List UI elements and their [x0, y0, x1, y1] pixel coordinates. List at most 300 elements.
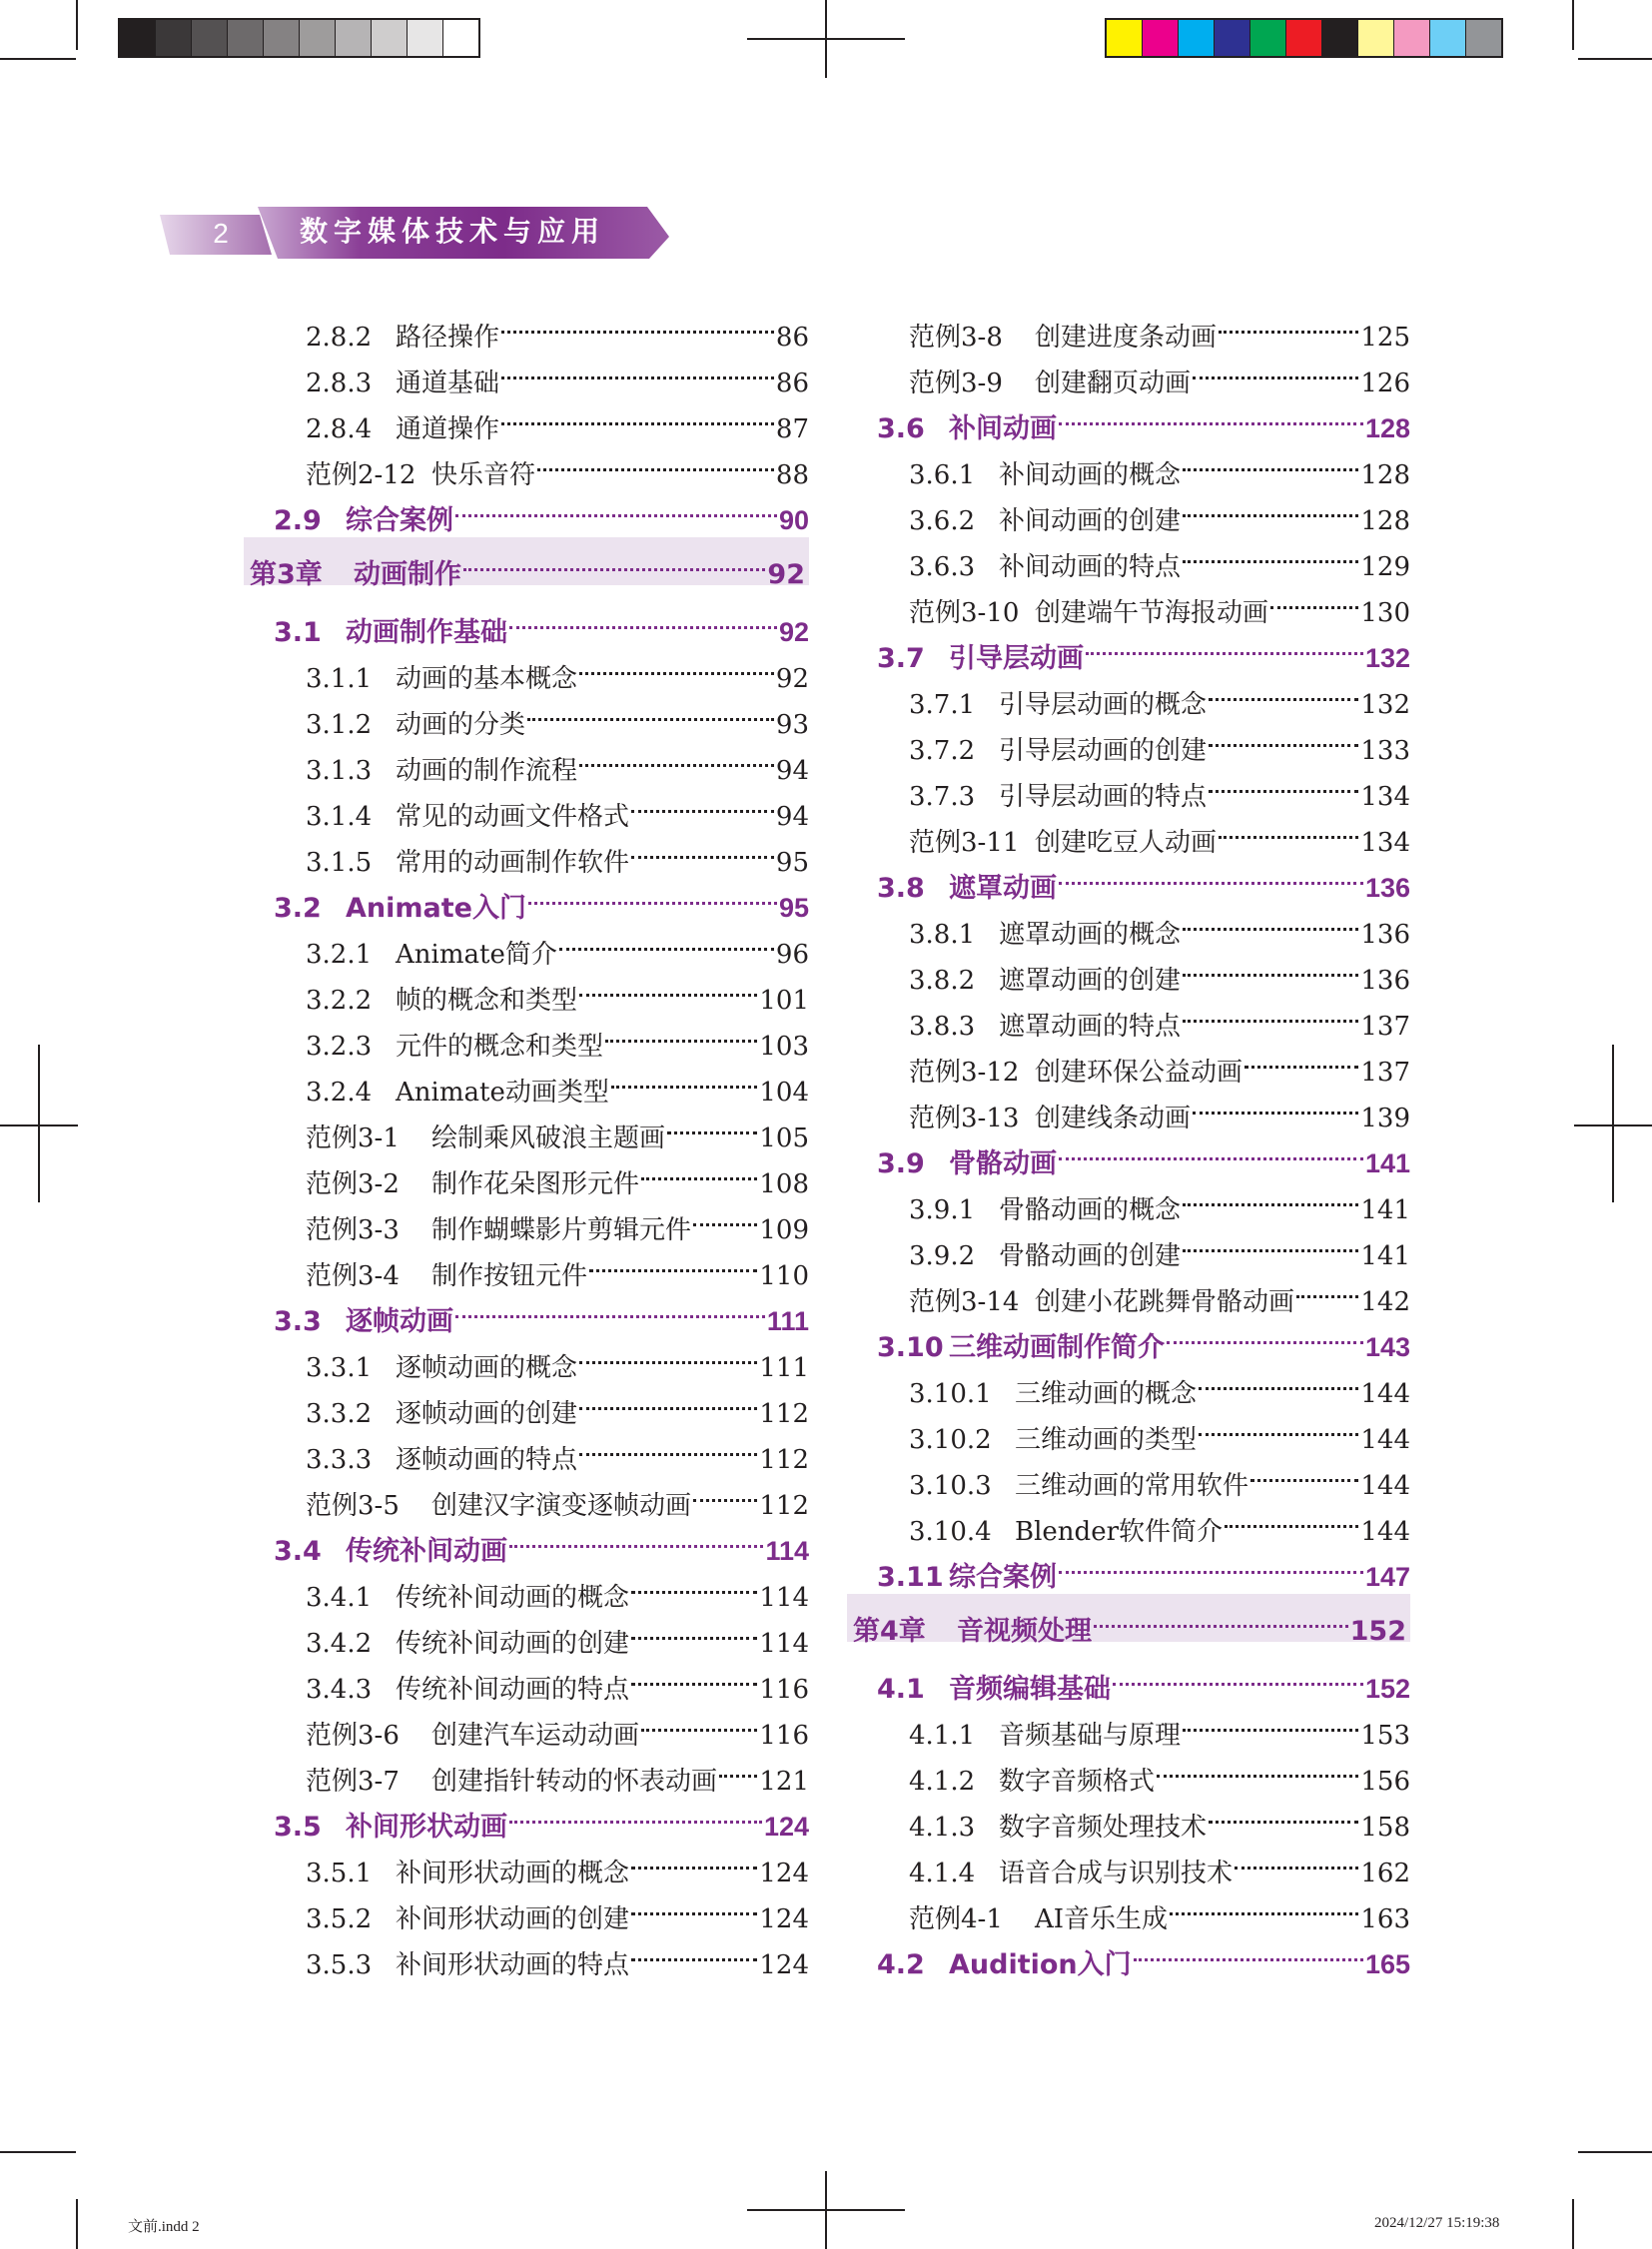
toc-entry-page: 144: [1360, 1425, 1410, 1455]
toc-entry-number: 第4章: [853, 1616, 926, 1647]
toc-entry-title: 创建吃豆人动画: [1035, 828, 1218, 858]
color-swatch: [1430, 20, 1466, 56]
color-swatch: [1286, 20, 1322, 56]
dot-leader: [1193, 1081, 1358, 1126]
color-swatch: [336, 20, 372, 56]
toc-entry-page: 132: [1364, 643, 1410, 673]
dot-leader: [589, 1238, 757, 1284]
toc-entry-page: 87: [775, 414, 809, 444]
dot-leader: [1183, 943, 1358, 989]
toc-entry-number: 3.3: [274, 1306, 322, 1337]
color-swatch: [1322, 20, 1358, 56]
toc-entry-number: 3.5.1: [306, 1859, 373, 1888]
dot-leader: [1183, 483, 1358, 529]
toc-entry-number: 3.3.2: [306, 1399, 373, 1429]
dot-leader: [509, 595, 777, 641]
toc-entry-title: Animate简介: [396, 940, 557, 970]
toc-entry-number: 3.11: [877, 1562, 944, 1593]
color-swatch: [1107, 20, 1143, 56]
toc-entry-title: 引导层动画的创建: [999, 736, 1208, 766]
dot-leader: [1059, 1540, 1363, 1586]
toc-entry-title: AI音乐生成: [1035, 1904, 1169, 1934]
toc-entry-page: 101: [759, 986, 809, 1016]
toc-entry-number: 范例3-1: [306, 1124, 400, 1153]
dot-leader: [631, 1881, 757, 1927]
dot-leader: [631, 1927, 757, 1973]
toc-entry-chapter[interactable]: [244, 537, 809, 590]
toc-entry-label: [847, 1555, 1057, 1601]
toc-entry-title: 传统补间动画的概念: [396, 1583, 630, 1613]
dot-leader: [1270, 575, 1358, 621]
toc-entry-number: 3.10.3: [909, 1471, 992, 1501]
toc-entry-page: 112: [759, 1445, 809, 1475]
toc-entry-title: 创建翻页动画: [1035, 369, 1192, 398]
toc-entry-page: 124: [759, 1859, 809, 1888]
toc-entry-label: [244, 315, 499, 361]
toc-entry-label: [847, 728, 1207, 774]
toc-entry-number: 3.5: [274, 1812, 322, 1843]
toc-entry-title: 逐帧动画的创建: [396, 1399, 578, 1429]
toc-entry-page: 86: [775, 323, 809, 353]
toc-entry-title: 三维动画的常用软件: [1015, 1471, 1249, 1501]
toc-entry-page: 95: [778, 893, 809, 923]
toc-entry-title: 传统补间动画: [346, 1536, 507, 1567]
toc-entry-page: 133: [1360, 736, 1410, 766]
toc-entry-page: 114: [759, 1629, 809, 1659]
toc-entry-page: 110: [759, 1261, 809, 1291]
toc-entry-page: 136: [1360, 966, 1410, 996]
toc-entry-title: 遮罩动画的创建: [999, 966, 1182, 996]
color-swatch: [1143, 20, 1179, 56]
toc-entry-title: Animate动画类型: [396, 1078, 609, 1108]
toc-entry-page: 126: [1360, 369, 1410, 398]
toc-entry-number: 3.1.1: [306, 664, 373, 694]
toc-entry-label: [847, 544, 1181, 590]
crop-mark: [0, 58, 76, 60]
color-swatch: [120, 20, 156, 56]
toc-entry-page: 92: [775, 664, 809, 694]
dot-leader: [719, 1744, 757, 1790]
dot-leader: [1086, 621, 1363, 667]
toc-entry-label: [244, 1713, 639, 1759]
dot-leader: [631, 1652, 757, 1698]
toc-entry-number: 2.9: [274, 505, 322, 536]
dot-leader: [1094, 1594, 1348, 1640]
toc-entry-number: 3.1.3: [306, 756, 373, 786]
toc-entry-number: 范例3-10: [909, 598, 1020, 628]
toc-entry-label: [847, 1417, 1197, 1463]
toc-entry-number: 3.10: [877, 1332, 944, 1363]
dot-leader: [693, 1192, 757, 1238]
crop-mark: [0, 2151, 76, 2153]
toc-entry-label: [847, 1896, 1168, 1942]
toc-entry-label: [244, 1851, 629, 1896]
dot-leader: [1113, 1652, 1363, 1698]
toc-entry-page: 103: [759, 1032, 809, 1062]
toc-entry-label: [847, 958, 1181, 1004]
toc-left-column: [244, 300, 809, 1980]
toc-entry-page: 94: [775, 756, 809, 786]
toc-entry-label: [244, 1621, 629, 1667]
toc-entry-title: 快乐音符: [431, 460, 536, 490]
toc-entry-title: 动画的分类: [396, 710, 526, 740]
dot-leader: [667, 1101, 757, 1146]
toc-entry-number: 3.5.3: [306, 1950, 373, 1980]
toc-entry-label: [244, 1116, 665, 1161]
toc-entry-page: 93: [775, 710, 809, 740]
toc-entry-title: 三维动画的概念: [1015, 1379, 1198, 1409]
toc-entry-label: [244, 1024, 603, 1070]
slug-filename: 文前.indd 2: [128, 2219, 200, 2235]
color-swatch: [228, 20, 264, 56]
toc-entry-number: 3.4.3: [306, 1675, 373, 1705]
dot-leader: [1193, 346, 1358, 391]
toc-entry-label: [244, 1437, 577, 1483]
toc-entry-title: 补间形状动画的概念: [396, 1859, 630, 1888]
toc-entry-number: 3.2.4: [306, 1078, 373, 1108]
toc-entry-title: 制作花朵图形元件: [431, 1169, 640, 1199]
crop-mark: [1578, 58, 1652, 60]
toc-entry-number: 3.6: [877, 413, 925, 444]
toc-entry-example[interactable]: [847, 300, 1410, 353]
toc-entry-title: 逐帧动画: [346, 1306, 453, 1337]
toc-entry-label: [847, 1004, 1181, 1050]
toc-entry-number: 3.6.2: [909, 506, 976, 536]
toc-entry-title: 常见的动画文件格式: [396, 802, 630, 832]
toc-entry-page: 90: [778, 505, 809, 535]
dot-leader: [1134, 1927, 1363, 1973]
dot-leader: [1296, 1264, 1358, 1310]
dot-leader: [509, 1790, 762, 1836]
toc-entry-title: 创建线条动画: [1035, 1104, 1192, 1133]
toc-entry-label: [244, 610, 507, 656]
toc-entry-number: 范例3-3: [306, 1215, 400, 1245]
toc-entry-title: 创建小花跳舞骨骼动画: [1035, 1287, 1295, 1317]
toc-entry-number: 范例3-9: [909, 369, 1003, 398]
dot-leader: [579, 1330, 757, 1376]
toc-entry-number: 3.8: [877, 873, 925, 904]
toc-entry-title: 帧的概念和类型: [396, 986, 578, 1016]
toc-entry-number: 3.3.1: [306, 1353, 373, 1383]
toc-entry-page: 111: [766, 1306, 809, 1336]
dot-leader: [631, 1606, 757, 1652]
toc-entry-label: [847, 1713, 1181, 1759]
toc-entry-title: 动画制作基础: [346, 617, 507, 648]
toc-entry-section[interactable]: [244, 595, 809, 648]
toc-entry-number: 范例3-12: [909, 1058, 1020, 1088]
crop-mark: [76, 2199, 78, 2249]
toc-entry-page: 130: [1360, 598, 1410, 628]
color-swatch: [1466, 20, 1501, 56]
toc-entry-page: 88: [775, 460, 809, 490]
toc-entry-label: [847, 636, 1084, 682]
toc-entry-number: 3.9.1: [909, 1195, 976, 1225]
toc-entry-page: 141: [1364, 1148, 1410, 1178]
crop-mark: [1578, 2151, 1652, 2153]
dot-leader: [537, 437, 774, 483]
toc-entry-number: 3.9.2: [909, 1241, 976, 1271]
toc-right-column: [847, 300, 1410, 1980]
dot-leader: [579, 1422, 757, 1468]
toc-entry-number: 范例3-14: [909, 1287, 1020, 1317]
toc-entry-title: 制作按钮元件: [431, 1261, 588, 1291]
dot-leader: [611, 1055, 758, 1101]
toc-entry-label: [244, 406, 499, 452]
toc-entry-page: 124: [763, 1812, 809, 1842]
toc-entry-number: 3.7.1: [909, 690, 976, 720]
toc-entry-page: 125: [1360, 323, 1410, 353]
toc-entry-label: [244, 498, 453, 544]
book-title: 数字媒体技术与应用: [300, 215, 606, 248]
toc-entry-title: 元件的概念和类型: [396, 1032, 604, 1062]
toc-entry-number: 2.8.3: [306, 369, 373, 398]
toc-entry-number: 3.2.3: [306, 1032, 373, 1062]
toc-entry-page: 128: [1360, 506, 1410, 536]
color-swatch: [443, 20, 478, 56]
page-number: 2: [213, 218, 229, 249]
crop-mark: [1572, 0, 1574, 50]
toc-entry-label: [244, 1391, 577, 1437]
toc-entry-label: [847, 1141, 1057, 1187]
toc-entry-label: [244, 1345, 577, 1391]
toc-entry-page: 141: [1360, 1195, 1410, 1225]
toc-entry-title: 补间形状动画的特点: [396, 1950, 630, 1980]
dot-leader: [693, 1468, 757, 1514]
toc-entry-title: 创建端午节海报动画: [1035, 598, 1269, 628]
toc-entry-label: [847, 1942, 1132, 1988]
toc-entry-label: [244, 886, 526, 932]
toc-entry-number: 4.1.1: [909, 1721, 976, 1751]
toc-entry-title: 创建指针转动的怀表动画: [431, 1767, 718, 1797]
toc-entry-number: 3.8.2: [909, 966, 976, 996]
dot-leader: [631, 1836, 757, 1881]
dot-leader: [1219, 805, 1358, 851]
toc-entry-page: 153: [1360, 1721, 1410, 1751]
toc-entry-number: 2.8.4: [306, 414, 373, 444]
toc-entry-page: 139: [1360, 1104, 1410, 1133]
crop-mark: [1572, 2199, 1574, 2249]
toc-entry-title: 音频基础与原理: [999, 1721, 1182, 1751]
dot-leader: [1183, 1172, 1358, 1218]
toc-entry-number: 范例3-4: [306, 1261, 400, 1291]
toc-entry-label: [847, 1805, 1207, 1851]
toc-entry-title: 引导层动画: [949, 643, 1084, 674]
toc-entry-number: 范例3-5: [306, 1491, 400, 1521]
color-swatch: [1394, 20, 1430, 56]
toc-entry-page: 111: [759, 1353, 809, 1383]
toc-entry-title: 逐帧动画的概念: [396, 1353, 578, 1383]
toc-entry-title: 三维动画制作简介: [949, 1332, 1165, 1363]
toc-entry-title: 动画的制作流程: [396, 756, 578, 786]
toc-entry-page: 137: [1360, 1012, 1410, 1042]
toc-entry-label: [853, 1608, 1092, 1656]
dot-leader: [527, 687, 774, 733]
toc-entry-label: [847, 1233, 1181, 1279]
toc-entry-number: 4.1.2: [909, 1767, 976, 1797]
toc-entry-label: [847, 452, 1181, 498]
dot-leader: [579, 963, 757, 1009]
toc-entry-label: [847, 315, 1217, 361]
toc-entry-page: 142: [1360, 1287, 1410, 1317]
toc-entry-page: 152: [1364, 1674, 1410, 1704]
dot-leader: [1183, 897, 1358, 943]
toc-entry-number: 3.8.1: [909, 920, 976, 950]
toc-entry-section[interactable]: [847, 1652, 1410, 1705]
toc-entry-number: 3.8.3: [909, 1012, 976, 1042]
toc-entry-page: 141: [1360, 1241, 1410, 1271]
toc-entry-title: 动画的基本概念: [396, 664, 578, 694]
toc-entry-page: 105: [759, 1124, 809, 1153]
toc-entry-subsection[interactable]: [244, 300, 809, 353]
toc-entry-label: [244, 1667, 629, 1713]
toc-entry-title: 制作蝴蝶影片剪辑元件: [431, 1215, 692, 1245]
color-swatch: [1250, 20, 1286, 56]
toc-entry-title: 综合案例: [346, 505, 453, 536]
toc-entry-label: [244, 1161, 639, 1207]
dot-leader: [1209, 1790, 1358, 1836]
toc-entry-label: [847, 1325, 1165, 1371]
dot-leader: [1250, 1448, 1358, 1494]
toc-entry-label: [847, 1667, 1111, 1713]
toc-entry-number: 范例3-2: [306, 1169, 400, 1199]
toc-entry-page: 144: [1360, 1517, 1410, 1547]
toc-entry-page: 136: [1364, 873, 1410, 903]
registration-mark: [1574, 1124, 1652, 1126]
toc-entry-title: 遮罩动画: [949, 873, 1057, 904]
dot-leader: [1209, 759, 1358, 805]
toc-entry-page: 156: [1360, 1767, 1410, 1797]
dot-leader: [1225, 1494, 1358, 1540]
dot-leader: [1170, 1881, 1358, 1927]
toc-entry-title: 创建汽车运动动画: [431, 1721, 640, 1751]
dot-leader: [579, 1376, 757, 1422]
toc-entry-label: [847, 1050, 1242, 1096]
toc-entry-page: 144: [1360, 1379, 1410, 1409]
toc-entry-number: 4.1: [877, 1674, 925, 1705]
toc-entry-number: 3.5.2: [306, 1904, 373, 1934]
toc-entry-page: 144: [1360, 1471, 1410, 1501]
dot-leader: [1183, 1698, 1358, 1744]
registration-mark: [38, 1045, 40, 1202]
toc-entry-page: 92: [778, 617, 809, 647]
toc-entry-number: 第3章: [250, 559, 323, 590]
toc-entry-label: [244, 978, 577, 1024]
dot-leader: [1199, 1402, 1358, 1448]
toc-entry-label: [244, 1529, 507, 1575]
registration-mark: [1612, 1045, 1614, 1202]
toc-entry-title: 补间动画的特点: [999, 552, 1182, 582]
toc-entry-title: 补间动画的概念: [999, 460, 1182, 490]
toc-entry-page: 132: [1360, 690, 1410, 720]
dot-leader: [631, 779, 774, 825]
toc-entry-label: [250, 551, 461, 599]
toc-entry-label: [244, 1896, 629, 1942]
toc-entry-number: 3.6.3: [909, 552, 976, 582]
slug-timestamp: 2024/12/27 15:19:38: [1374, 2215, 1500, 2231]
toc-entry-number: 范例3-8: [909, 323, 1003, 353]
toc-entry-title: 创建进度条动画: [1035, 323, 1218, 353]
toc-entry-page: 121: [759, 1767, 809, 1797]
toc-entry-title: 创建环保公益动画: [1035, 1058, 1243, 1088]
color-swatch: [1215, 20, 1250, 56]
dot-leader: [1183, 989, 1358, 1035]
toc-entry-page: 165: [1364, 1949, 1410, 1979]
registration-mark: [747, 2209, 905, 2211]
toc-entry-label: [244, 1299, 453, 1345]
toc-entry-label: [847, 682, 1207, 728]
toc-entry-label: [847, 1463, 1248, 1509]
toc-entry-title: 通道操作: [396, 414, 500, 444]
toc-entry-title: 音视频处理: [957, 1616, 1092, 1647]
toc-entry-title: 逐帧动画的特点: [396, 1445, 578, 1475]
toc-entry-number: 范例3-11: [909, 828, 1020, 858]
dot-leader: [1059, 391, 1363, 437]
toc-entry-label: [244, 1805, 507, 1851]
toc-entry-number: 3.10.2: [909, 1425, 992, 1455]
toc-entry-title: 路径操作: [396, 323, 500, 353]
dot-leader: [579, 733, 774, 779]
toc-entry-page: 158: [1360, 1813, 1410, 1843]
toc-entry-title: 引导层动画的特点: [999, 782, 1208, 812]
toc-entry-number: 3.2.1: [306, 940, 373, 970]
color-swatch: [1179, 20, 1215, 56]
toc-entry-number: 3.10.1: [909, 1379, 992, 1409]
toc-entry-number: 范例3-13: [909, 1104, 1020, 1133]
color-swatch: [192, 20, 228, 56]
toc-entry-number: 4.1.3: [909, 1813, 976, 1843]
toc-entry-number: 3.4.1: [306, 1583, 373, 1613]
toc-entry-number: 3.7: [877, 643, 925, 674]
dot-leader: [528, 871, 777, 917]
toc-entry-number: 3.9: [877, 1148, 925, 1179]
toc-entry-page: 147: [1364, 1562, 1410, 1592]
dot-leader: [1209, 713, 1358, 759]
toc-entry-label: [847, 498, 1181, 544]
toc-entry-title: Audition入门: [949, 1949, 1132, 1980]
toc-entry-label: [244, 1070, 609, 1116]
dot-leader: [1199, 1356, 1358, 1402]
toc-entry-label: [847, 1371, 1197, 1417]
dot-leader: [1059, 1126, 1363, 1172]
toc-entry-number: 3.1.2: [306, 710, 373, 740]
toc-entry-label: [244, 794, 629, 840]
toc-entry-number: 3.2: [274, 893, 322, 924]
color-swatch: [1358, 20, 1394, 56]
toc-entry-label: [847, 406, 1057, 452]
toc-entry-page: 114: [759, 1583, 809, 1613]
toc-entry-page: 129: [1360, 552, 1410, 582]
color-swatch: [300, 20, 336, 56]
toc-entry-title: 三维动画的类型: [1015, 1425, 1198, 1455]
toc-entry-chapter[interactable]: [847, 1594, 1410, 1647]
toc-entry-title: 骨骼动画的创建: [999, 1241, 1182, 1271]
toc-entry-page: 152: [1349, 1616, 1406, 1647]
color-swatch: [156, 20, 192, 56]
toc-entry-title: 骨骼动画的概念: [999, 1195, 1182, 1225]
toc-entry-page: 128: [1360, 460, 1410, 490]
toc-entry-title: 骨骼动画: [949, 1148, 1057, 1179]
toc-entry-title: 传统补间动画的特点: [396, 1675, 630, 1705]
toc-entry-title: 数字音频处理技术: [999, 1813, 1208, 1843]
toc-entry-page: 162: [1360, 1859, 1410, 1888]
dot-leader: [1059, 851, 1363, 897]
toc-entry-title: 补间动画的创建: [999, 506, 1182, 536]
toc-entry-number: 范例2-12: [306, 460, 416, 490]
dot-leader: [455, 1284, 765, 1330]
toc-entry-label: [244, 1575, 629, 1621]
toc-entry-number: 3.1.4: [306, 802, 373, 832]
toc-entry-page: 95: [775, 848, 809, 878]
